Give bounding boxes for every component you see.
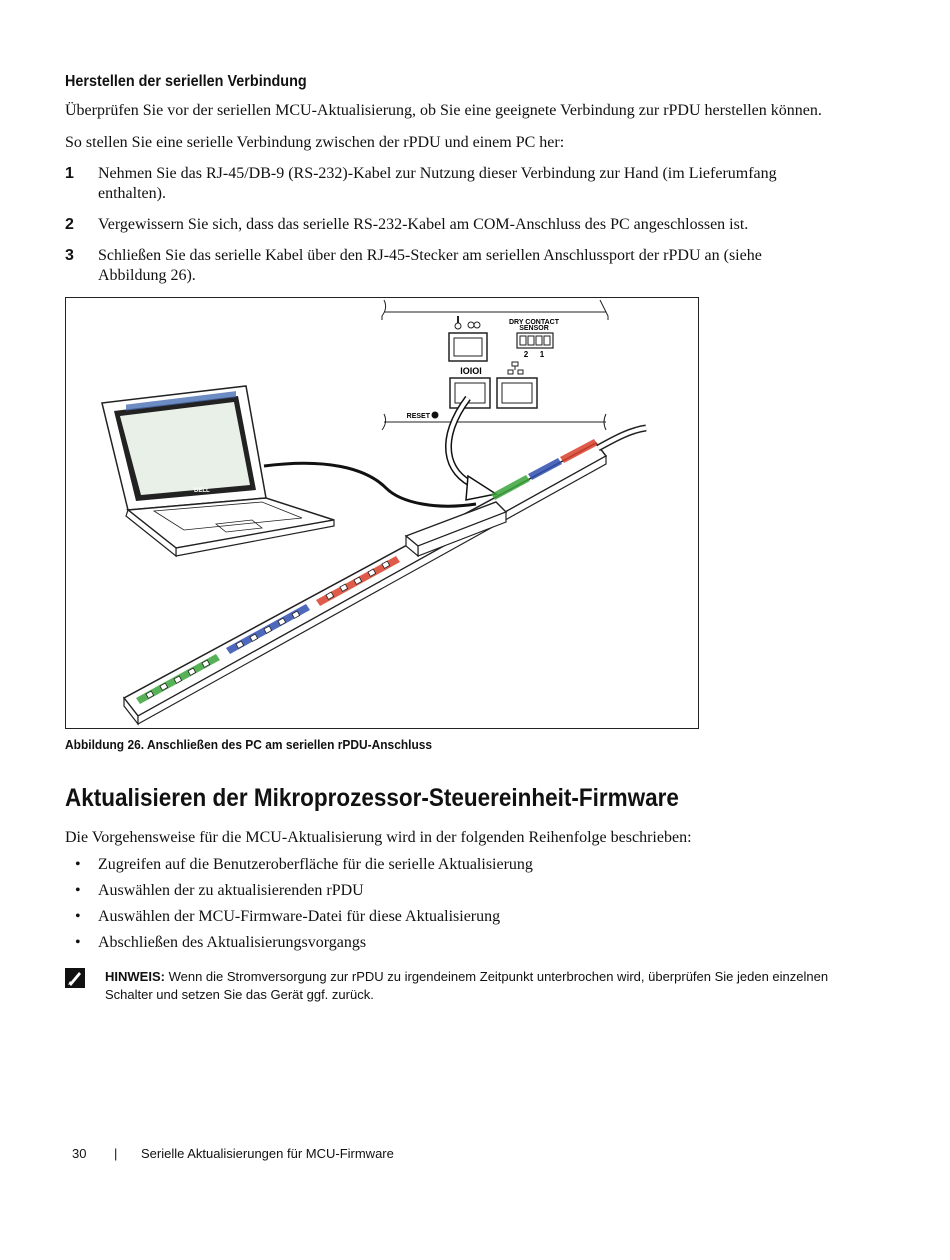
step-text: Nehmen Sie das RJ-45/DB-9 (RS-232)-Kabel zur Nutzung dieser Verbindung zur Hand (im Lieferumfang enthalten). <box>98 165 777 202</box>
port-2-label: 2 <box>523 350 529 359</box>
laptop-illustration <box>102 386 334 556</box>
bullet-marker: • <box>75 882 81 899</box>
note-block <box>105 968 865 1004</box>
reset-label: RESET <box>406 413 430 420</box>
laptop-logo: DELL <box>194 488 210 494</box>
list-item: Auswählen der MCU-Firmware-Datei für diese Aktualisierung <box>98 908 501 925</box>
serial-port-label: IOIOI <box>460 366 482 376</box>
step-text: Vergewissern Sie sich, dass das serielle RS-232-Kabel am COM-Anschluss des PC angeschlossen ist. <box>98 216 749 233</box>
figure-rpdu-connection <box>65 297 699 729</box>
sensor-label: SENSOR <box>519 325 549 332</box>
figure-caption: Abbildung 26. Anschließen des PC am seriellen rPDU-Anschluss <box>65 737 433 752</box>
network-icon <box>508 362 523 374</box>
intro-paragraph: Überprüfen Sie vor der seriellen MCU-Aktualisierung, ob Sie eine geeignete Verbindung zur rPDU herstellen können. <box>65 102 822 119</box>
arrow-icon <box>466 476 496 500</box>
list-item: Auswählen der zu aktualisierenden rPDU <box>98 882 364 899</box>
note-icon <box>65 968 85 988</box>
lead-paragraph: So stellen Sie eine serielle Verbindung zwischen der rPDU und einem PC her: <box>65 134 565 151</box>
footer-separator: | <box>114 1146 118 1161</box>
step-text: Schließen Sie das serielle Kabel über den RJ-45-Stecker am seriellen Anschlussport der rPDU an (siehe Abbildung 26). <box>98 247 762 284</box>
note-label: HINWEIS: <box>105 969 165 984</box>
serial-cable <box>264 463 476 506</box>
dry-contact-port <box>517 333 553 348</box>
port-1-label: 1 <box>539 350 545 359</box>
bullet-marker: • <box>75 934 81 951</box>
note-text: Wenn die Stromversorgung zur rPDU zu irgendeinem Zeitpunkt unterbrochen wird, überprüfen Sie jeden einzelnen Schalter und setzen Sie das Gerät ggf. zurück. <box>105 969 829 1002</box>
subsection-title: Herstellen der seriellen Verbindung <box>65 73 307 90</box>
step-number: 2 <box>65 216 74 233</box>
list-item: Zugreifen auf die Benutzeroberfläche für die serielle Aktualisierung <box>98 856 533 873</box>
temperature-icon <box>455 316 461 329</box>
footer-chapter: Serielle Aktualisierungen für MCU-Firmware <box>141 1146 394 1161</box>
step-number: 1 <box>65 165 74 182</box>
bullet-marker: • <box>75 908 81 925</box>
page-number: 30 <box>72 1146 87 1161</box>
step-number: 3 <box>65 247 74 264</box>
sensor-port <box>449 333 487 361</box>
dry-contact-label: DRY CONTACT <box>508 319 560 326</box>
list-item: Abschließen des Aktualisierungsvorgangs <box>98 934 367 951</box>
humidity-icon <box>468 322 480 328</box>
section-intro: Die Vorgehensweise für die MCU-Aktualisierung wird in der folgenden Reihenfolge beschrieben: <box>65 829 692 846</box>
reset-button-icon <box>432 412 439 419</box>
section-title: Aktualisieren der Mikroprozessor-Steuereinheit-Firmware <box>65 784 679 812</box>
bullet-marker: • <box>75 856 81 873</box>
figure-illustration <box>66 298 698 728</box>
